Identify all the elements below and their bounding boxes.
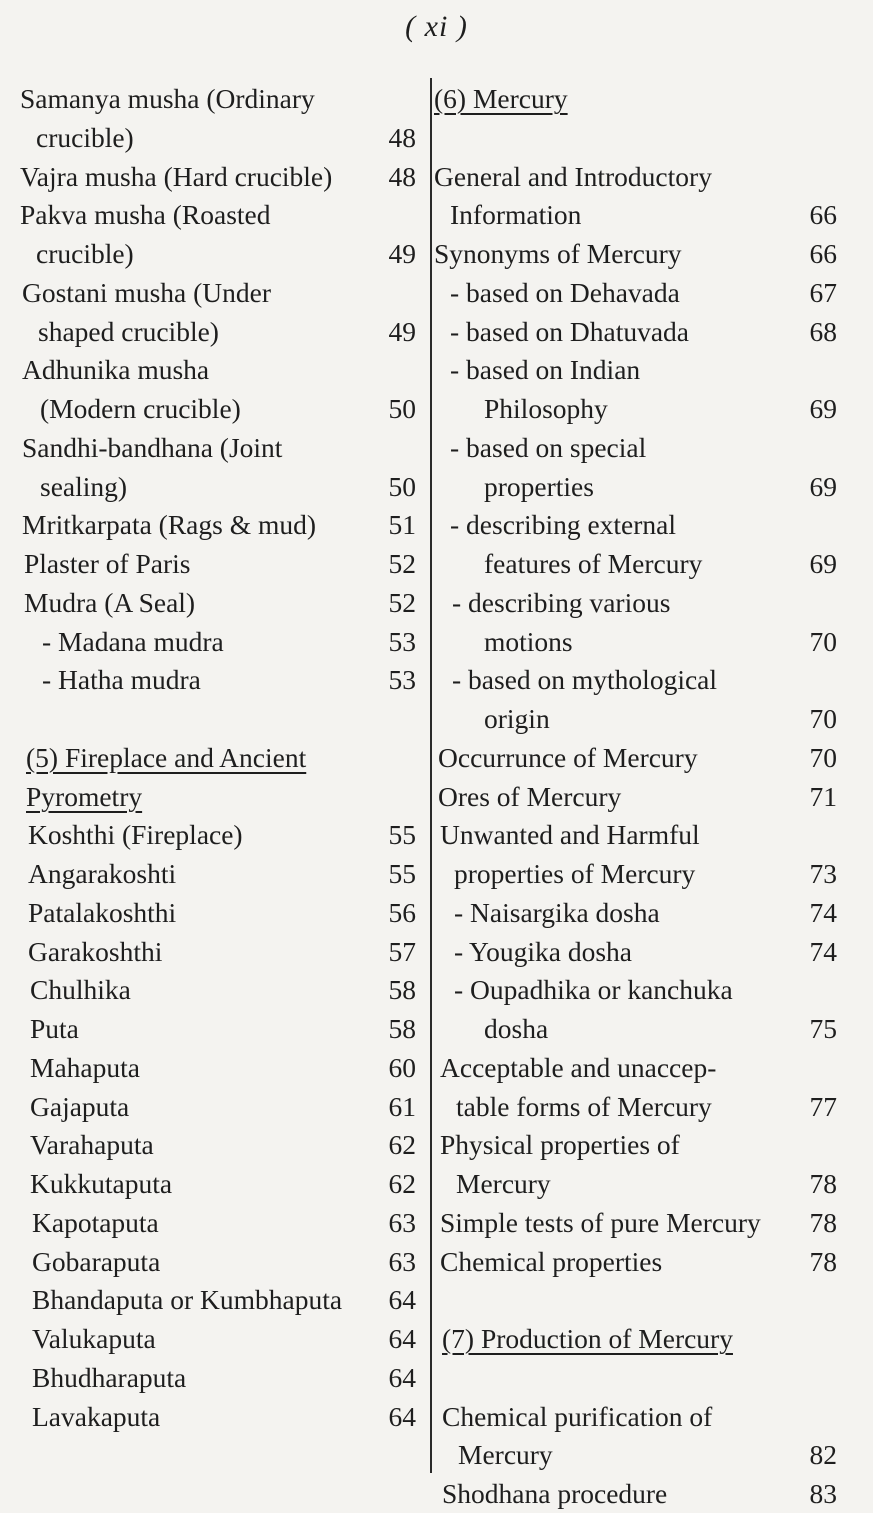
entry-page-number: 55 bbox=[388, 819, 416, 851]
toc-entry bbox=[432, 894, 873, 932]
entry-title: - Naisargika dosha bbox=[454, 896, 660, 928]
entry-page-number: 74 bbox=[809, 896, 837, 928]
toc-entry bbox=[432, 390, 873, 428]
entry-page-number: 55 bbox=[388, 858, 416, 889]
toc-entry bbox=[432, 1049, 873, 1087]
entry-title: - based on Dehavada bbox=[450, 276, 680, 308]
entry-page-number: 70 bbox=[809, 625, 837, 657]
entry-page-number: 74 bbox=[809, 935, 837, 967]
entry-title: Mahaputa bbox=[30, 1051, 140, 1083]
spacer bbox=[0, 700, 428, 738]
entry-page-number: 71 bbox=[809, 780, 837, 812]
toc-entry bbox=[432, 196, 873, 234]
entry-title: Puta bbox=[30, 1013, 79, 1044]
entry-title: Mercury bbox=[458, 1439, 553, 1471]
toc-entry bbox=[432, 584, 873, 622]
toc-entry bbox=[0, 971, 428, 1009]
entry-title: - describing external bbox=[450, 509, 677, 541]
heading-text: (5) Fireplace and Ancient bbox=[26, 741, 307, 773]
entry-page-number: 52 bbox=[388, 586, 416, 618]
entry-title: Philosophy bbox=[484, 393, 608, 424]
spacer bbox=[432, 119, 873, 157]
toc-entry bbox=[432, 1126, 873, 1164]
toc-entry bbox=[432, 739, 873, 777]
entry-title: Gajaputa bbox=[30, 1090, 130, 1122]
page-number: ( xi ) bbox=[405, 10, 468, 43]
entry-title: Sandhi-bandhana (Joint bbox=[22, 431, 283, 463]
entry-page-number: 50 bbox=[388, 470, 416, 502]
entry-page-number: 53 bbox=[388, 625, 416, 657]
entry-title: Occurrunce of Mercury bbox=[438, 741, 698, 773]
entry-title: Kukkutaputa bbox=[30, 1168, 173, 1199]
entry-page-number: 57 bbox=[388, 935, 416, 967]
entry-title: Lavakaputa bbox=[32, 1400, 161, 1432]
entry-page-number: 64 bbox=[388, 1400, 416, 1432]
toc-entry bbox=[432, 1010, 873, 1048]
section-heading bbox=[0, 778, 428, 816]
entry-title: Physical properties of bbox=[440, 1129, 680, 1161]
toc-entry bbox=[432, 1165, 873, 1203]
entry-title: General and Introductory bbox=[434, 160, 712, 192]
toc-entry bbox=[432, 1243, 873, 1281]
toc-entry bbox=[432, 816, 873, 854]
toc-entry bbox=[0, 1398, 428, 1436]
entry-title: - Hatha mudra bbox=[42, 664, 201, 696]
entry-page-number: 58 bbox=[388, 974, 416, 1006]
entry-title: - Yougika dosha bbox=[454, 935, 632, 967]
entry-title: - Madana mudra bbox=[42, 625, 224, 657]
entry-page-number: 75 bbox=[809, 1013, 837, 1044]
toc-entry bbox=[432, 506, 873, 544]
toc-entry bbox=[0, 119, 428, 157]
entry-title: Chemical purification of bbox=[442, 1400, 713, 1432]
entry-title: motions bbox=[484, 625, 573, 657]
entry-title: origin bbox=[484, 703, 550, 734]
heading-text: (7) Production of Mercury bbox=[442, 1323, 733, 1354]
toc-entry bbox=[432, 933, 873, 971]
entry-page-number: 49 bbox=[388, 238, 416, 269]
entry-title: Gobaraputa bbox=[32, 1245, 161, 1277]
toc-entry bbox=[0, 274, 428, 312]
entry-page-number: 70 bbox=[809, 703, 837, 734]
entry-title: - based on mythological bbox=[452, 664, 718, 696]
entry-title: Samanya musha (Ordinary bbox=[20, 83, 315, 114]
heading-text: Pyrometry bbox=[26, 780, 143, 812]
entry-title: Ores of Mercury bbox=[438, 780, 622, 812]
entry-title: Shodhana procedure bbox=[442, 1478, 668, 1509]
toc-entry bbox=[432, 351, 873, 389]
toc-entry bbox=[0, 1243, 428, 1281]
entry-page-number: 61 bbox=[388, 1090, 416, 1122]
entry-page-number: 64 bbox=[388, 1361, 416, 1393]
entry-title: Patalakoshthi bbox=[28, 896, 177, 928]
entry-page-number: 68 bbox=[809, 315, 837, 347]
toc-entry bbox=[0, 1126, 428, 1164]
entry-title: crucible) bbox=[36, 121, 134, 153]
toc-entry bbox=[432, 971, 873, 1009]
toc-entry bbox=[432, 778, 873, 816]
entry-title: - based on special bbox=[450, 431, 647, 463]
entry-title: dosha bbox=[484, 1013, 549, 1044]
toc-entry bbox=[0, 623, 428, 661]
spacer bbox=[432, 1359, 873, 1397]
toc-entry bbox=[0, 390, 428, 428]
entry-page-number: 73 bbox=[809, 858, 837, 889]
toc-entry bbox=[432, 700, 873, 738]
entry-title: properties bbox=[484, 470, 594, 502]
entry-title: Adhunika musha bbox=[22, 354, 210, 386]
toc-entry bbox=[432, 313, 873, 351]
toc-entry bbox=[432, 1204, 873, 1242]
entry-page-number: 83 bbox=[809, 1478, 837, 1509]
entry-title: - Oupadhika or kanchuka bbox=[454, 974, 733, 1006]
entry-page-number: 58 bbox=[388, 1013, 416, 1044]
toc-entry bbox=[0, 468, 428, 506]
entry-page-number: 63 bbox=[388, 1206, 416, 1238]
entry-page-number: 48 bbox=[388, 121, 416, 153]
toc-entry bbox=[0, 196, 428, 234]
entry-page-number: 49 bbox=[388, 315, 416, 347]
toc-entry bbox=[432, 661, 873, 699]
entry-title: crucible) bbox=[36, 238, 134, 269]
toc-entry bbox=[432, 468, 873, 506]
heading-text: (6) Mercury bbox=[434, 83, 568, 114]
entry-page-number: 78 bbox=[809, 1245, 837, 1277]
toc-entry bbox=[0, 1088, 428, 1126]
entry-page-number: 66 bbox=[809, 199, 837, 231]
section-heading bbox=[432, 80, 873, 118]
toc-entry bbox=[432, 1475, 873, 1513]
toc-entry bbox=[432, 1088, 873, 1126]
entry-title: Bhudharaputa bbox=[32, 1361, 187, 1393]
entry-title: Varahaputa bbox=[30, 1129, 154, 1161]
entry-title: properties of Mercury bbox=[454, 858, 696, 889]
entry-title: Angarakoshti bbox=[28, 858, 177, 889]
toc-entry bbox=[0, 1165, 428, 1203]
entry-title: shaped crucible) bbox=[38, 315, 219, 347]
entry-title: Chemical properties bbox=[440, 1245, 663, 1277]
entry-title: Garakoshthi bbox=[28, 935, 163, 967]
entry-page-number: 69 bbox=[809, 470, 837, 502]
toc-entry bbox=[0, 1010, 428, 1048]
toc-entry bbox=[0, 429, 428, 467]
toc-entry bbox=[432, 429, 873, 467]
entry-page-number: 66 bbox=[809, 238, 837, 269]
toc-entry bbox=[0, 1281, 428, 1319]
entry-title: Valukaputa bbox=[32, 1323, 156, 1354]
entry-page-number: 56 bbox=[388, 896, 416, 928]
entry-title: Mercury bbox=[456, 1168, 551, 1199]
entry-page-number: 77 bbox=[809, 1090, 837, 1122]
entry-title: Synonyms of Mercury bbox=[434, 238, 682, 269]
toc-entry bbox=[0, 816, 428, 854]
entry-page-number: 70 bbox=[809, 741, 837, 773]
toc-entry bbox=[0, 506, 428, 544]
entry-page-number: 63 bbox=[388, 1245, 416, 1277]
toc-entry bbox=[432, 545, 873, 583]
entry-title: Acceptable and unaccep- bbox=[440, 1051, 717, 1083]
entry-title: Mudra (A Seal) bbox=[24, 586, 196, 618]
toc-entry bbox=[0, 1359, 428, 1397]
toc-entry bbox=[432, 1398, 873, 1436]
toc-entry bbox=[0, 894, 428, 932]
toc-entry bbox=[432, 235, 873, 273]
toc-entry bbox=[0, 1049, 428, 1087]
toc-entry bbox=[0, 1204, 428, 1242]
toc-entry bbox=[432, 274, 873, 312]
toc-entry bbox=[432, 158, 873, 196]
toc-entry bbox=[0, 351, 428, 389]
toc-entry bbox=[0, 235, 428, 273]
entry-title: Bhandaputa or Kumbhaputa bbox=[32, 1284, 343, 1316]
entry-page-number: 82 bbox=[809, 1439, 837, 1471]
entry-title: features of Mercury bbox=[484, 548, 703, 579]
entry-page-number: 60 bbox=[388, 1051, 416, 1083]
entry-title: - based on Indian bbox=[450, 354, 641, 386]
entry-title: Pakva musha (Roasted bbox=[20, 199, 271, 231]
toc-entry bbox=[0, 1320, 428, 1358]
entry-title: Koshthi (Fireplace) bbox=[28, 819, 243, 851]
entry-title: Kapotaputa bbox=[32, 1206, 159, 1238]
section-heading bbox=[0, 739, 428, 777]
entry-title: (Modern crucible) bbox=[40, 393, 241, 424]
entry-title: table forms of Mercury bbox=[456, 1090, 712, 1122]
entry-page-number: 50 bbox=[388, 393, 416, 424]
entry-title: Unwanted and Harmful bbox=[440, 819, 700, 851]
section-heading bbox=[432, 1320, 873, 1358]
toc-entry bbox=[0, 584, 428, 622]
entry-page-number: 78 bbox=[809, 1206, 837, 1238]
entry-page-number: 51 bbox=[388, 509, 416, 541]
entry-page-number: 78 bbox=[809, 1168, 837, 1199]
entry-title: Plaster of Paris bbox=[24, 548, 191, 579]
spacer bbox=[432, 1281, 873, 1319]
entry-title: - describing various bbox=[452, 586, 671, 618]
entry-page-number: 69 bbox=[809, 393, 837, 424]
entry-title: - based on Dhatuvada bbox=[450, 315, 690, 347]
entry-title: Gostani musha (Under bbox=[22, 276, 271, 308]
toc-entry bbox=[432, 623, 873, 661]
entry-title: Mritkarpata (Rags & mud) bbox=[22, 509, 317, 541]
toc-entry bbox=[0, 313, 428, 351]
entry-page-number: 53 bbox=[388, 664, 416, 696]
entry-title: Vajra musha (Hard crucible) bbox=[20, 160, 333, 192]
entry-page-number: 62 bbox=[388, 1129, 416, 1161]
toc-entry bbox=[432, 855, 873, 893]
toc-entry bbox=[432, 1436, 873, 1474]
entry-page-number: 48 bbox=[388, 160, 416, 192]
toc-entry bbox=[0, 661, 428, 699]
entry-title: Information bbox=[450, 199, 582, 231]
entry-title: Chulhika bbox=[30, 974, 131, 1006]
toc-entry bbox=[0, 855, 428, 893]
toc-entry bbox=[0, 933, 428, 971]
toc-entry bbox=[0, 158, 428, 196]
entry-page-number: 64 bbox=[388, 1284, 416, 1316]
toc-entry bbox=[0, 545, 428, 583]
entry-page-number: 62 bbox=[388, 1168, 416, 1199]
entry-title: Simple tests of pure Mercury bbox=[440, 1206, 761, 1238]
entry-page-number: 52 bbox=[388, 548, 416, 579]
entry-page-number: 67 bbox=[809, 276, 837, 308]
entry-page-number: 69 bbox=[809, 548, 837, 579]
toc-entry bbox=[0, 80, 428, 118]
entry-page-number: 64 bbox=[388, 1323, 416, 1354]
entry-title: sealing) bbox=[40, 470, 128, 502]
